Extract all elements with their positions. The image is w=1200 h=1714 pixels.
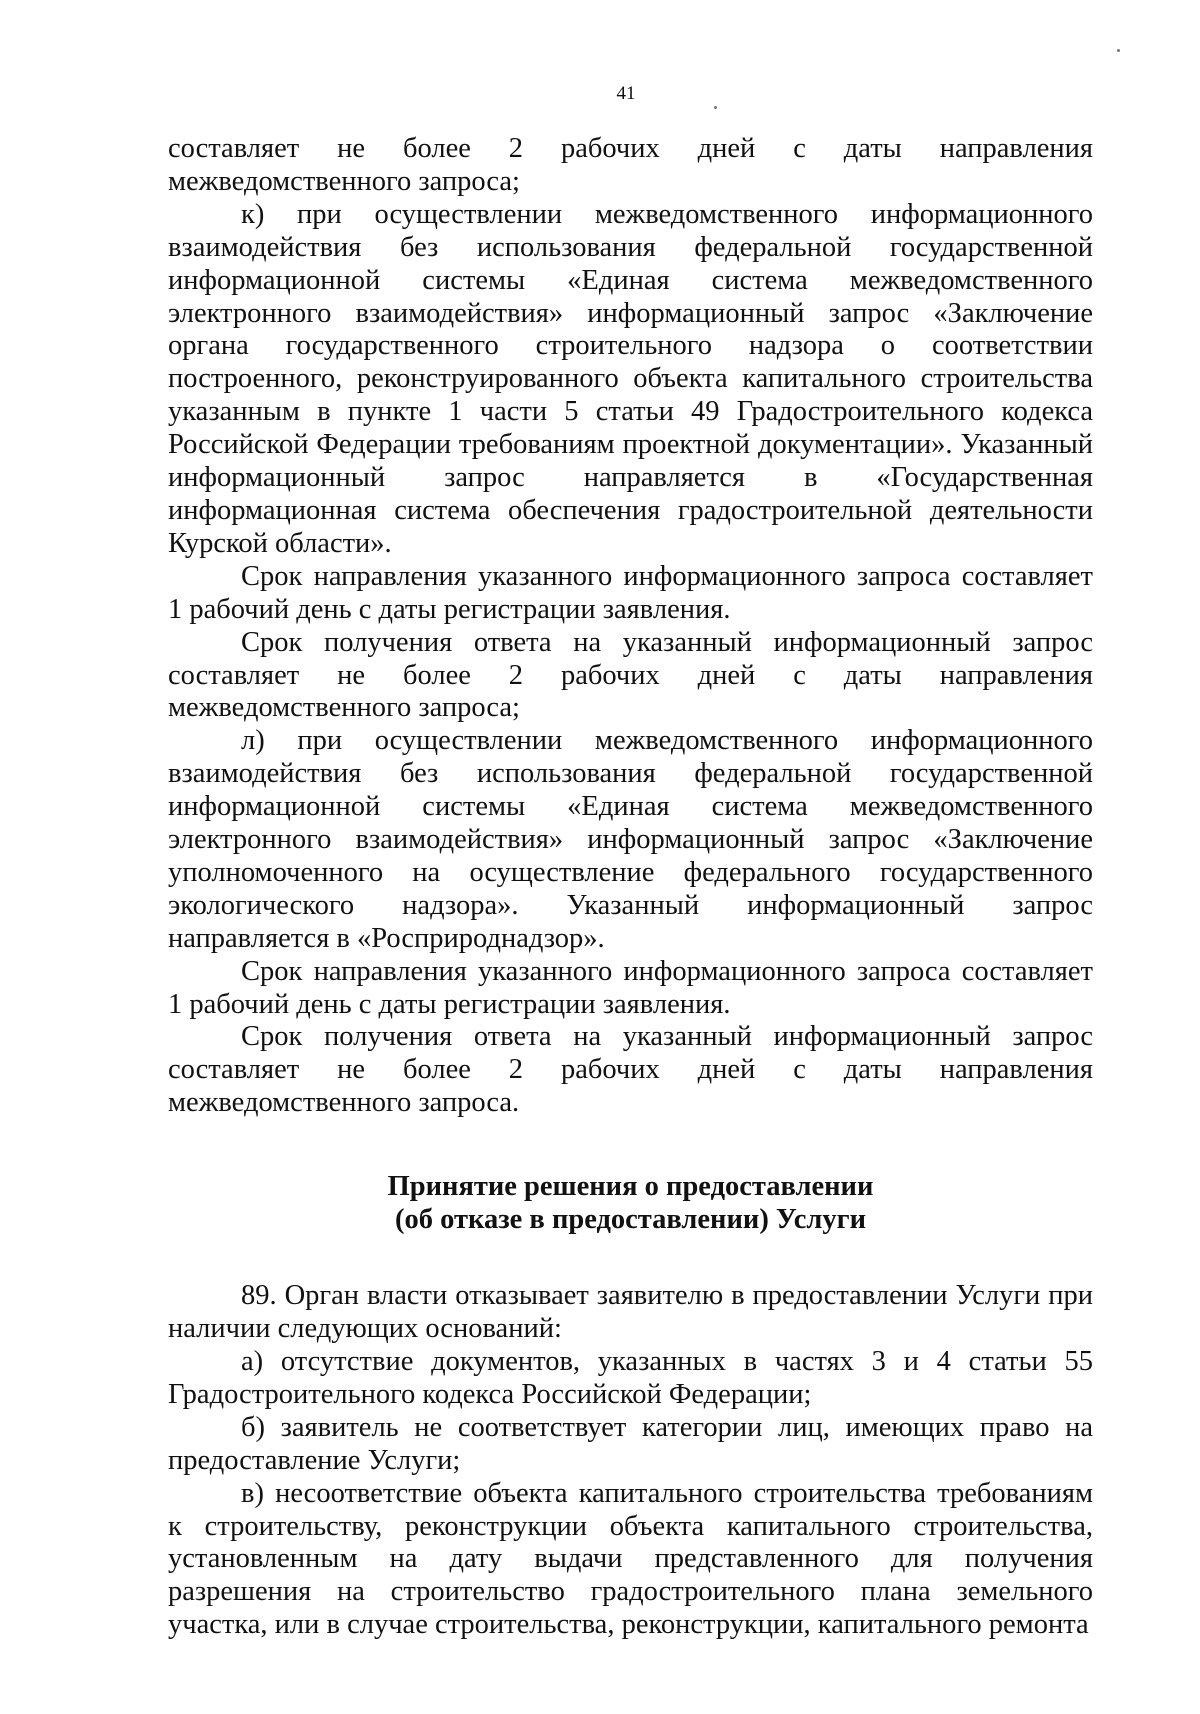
paragraph: Срок получения ответа на указанный информационный запрос составляет не более 2 рабочих дней с даты направления межведомственного запроса.: [168, 1021, 1093, 1119]
scan-speck: [714, 106, 717, 109]
section-heading-line: Принятие решения о предоставлении: [387, 1171, 874, 1203]
paragraph: Срок получения ответа на указанный информационный запрос составляет не более 2 рабочих дней с даты направления межведомственного запроса;: [168, 626, 1093, 724]
paragraph-item-b: б) заявитель не соответствует категории лиц, имеющих право на предоставление Услуги;: [168, 1411, 1093, 1476]
paragraph-item-l: л) при осуществлении межведомственного информационного взаимодействия без использования федеральной государственной информационной системы «Единая система межведомственного электронного взаимодействия» информационный запрос «Заключение уполномоченного на осуществление федерального государственного экологического надзора». Указанный информационный запрос направляется в «Росприроднадзор».: [168, 725, 1093, 954]
paragraph-item-a: а) отсутствие документов, указанных в частях 3 и 4 статьи 55 Градостроительного кодекса Российской Федерации;: [168, 1346, 1093, 1410]
page-number: 41: [616, 83, 636, 104]
paragraph-item-k: к) при осуществлении межведомственного информационного взаимодействия без использования федеральной государственной информационной системы «Единая система межведомственного электронного взаимодействия» информационный запрос «Заключение органа государственного строительного надзора о соответствии построенного, реконструированного объекта капитального строительства указанным в пункте 1 части 5 статьи 49 Градостроительного кодекса Российской Федерации требованиям проектной документации». Указанный информационный запрос направляется в «Государственная информационная система обеспечения градостроительной деятельности Курской области».: [168, 198, 1093, 559]
paragraph: Срок направления указанного информационного запроса составляет 1 рабочий день с даты регистрации заявления.: [168, 955, 1093, 1020]
paragraph-item-v: в) несоответствие объекта капитального строительства требованиям к строительству, реконструкции объекта капитального строительства, установленным на дату выдачи представленного для получения разрешения на строительство градостроительного плана земельного участка, или в случае строительства, реконструкции, капитального ремонта: [168, 1477, 1093, 1641]
paragraph: Срок направления указанного информационного запроса составляет 1 рабочий день с даты регистрации заявления.: [168, 560, 1093, 625]
section-heading-line: (об отказе в предоставлении) Услуги: [394, 1204, 867, 1236]
section-heading: [168, 1170, 1093, 1236]
paragraph: составляет не более 2 рабочих дней с даты направления межведомственного запроса;: [168, 133, 1093, 197]
paragraph-89: 89. Орган власти отказывает заявителю в предоставлении Услуги при наличии следующих оснований:: [168, 1280, 1093, 1345]
scan-speck: [1117, 49, 1120, 52]
document-body: [168, 133, 1093, 1642]
